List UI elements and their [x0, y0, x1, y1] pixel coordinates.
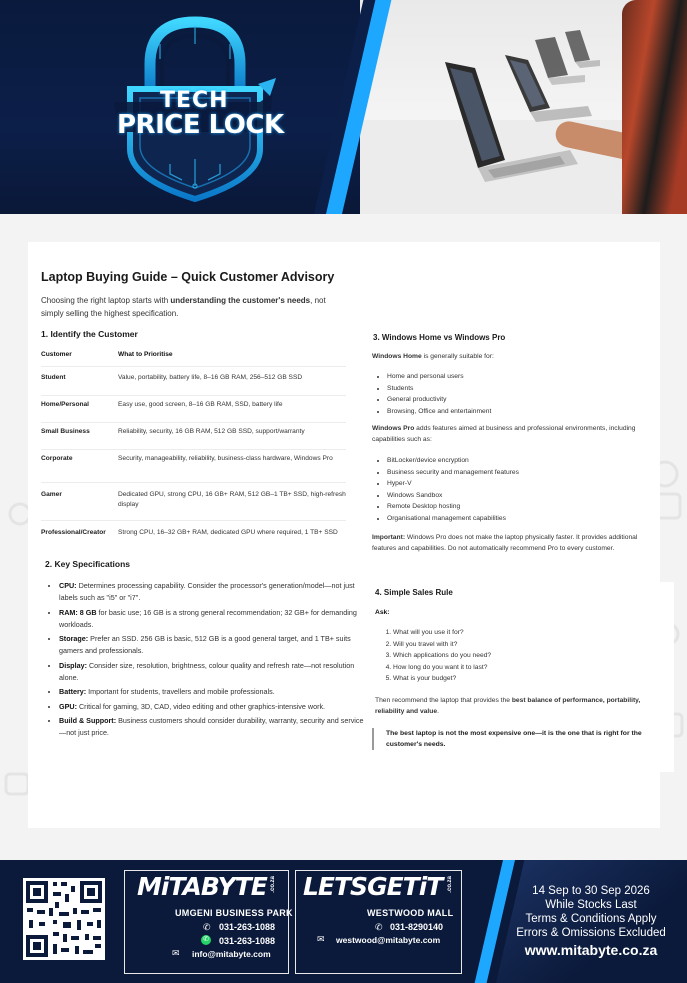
important-label: Important:	[372, 534, 406, 541]
table-row	[41, 483, 346, 521]
windows-heading: 3. Windows Home vs Windows Pro	[373, 333, 506, 342]
promo-errors: Errors & Omissions Excluded	[516, 927, 666, 939]
windows-home-intro	[372, 352, 652, 363]
table-header-row	[41, 350, 346, 367]
list-item: 1. What will you use it for?	[393, 627, 673, 639]
mail-icon: ✉	[317, 934, 325, 944]
list-item	[59, 686, 369, 698]
store1-name: UMGENI BUSINESS PARK	[175, 908, 293, 918]
spec-label: Storage:	[59, 634, 89, 644]
list-item: • Students	[387, 383, 667, 395]
specs-heading: 2. Key Specifications	[45, 559, 131, 569]
logo-text-tech: TECH	[160, 88, 229, 113]
promo-dates: 14 Sep to 30 Sep 2026	[532, 885, 650, 897]
list-item: 5. What is your budget?	[393, 673, 673, 685]
list-item: • BitLocker/device encryption	[387, 455, 667, 467]
spec-text: Critical for gaming, 3D, CAD, video editing and other graphics-intensive work.	[76, 701, 326, 711]
list-item: • General productivity	[387, 394, 667, 406]
table-row	[41, 423, 346, 450]
website-link[interactable]: www.mitabyte.co.za	[524, 942, 658, 958]
windows-pro-intro	[372, 424, 652, 445]
spec-label: GPU:	[59, 701, 77, 711]
list-item	[59, 607, 369, 632]
customer-figure	[622, 0, 687, 214]
list-item: • Windows Sandbox	[387, 490, 667, 502]
cell-customer: Student	[41, 367, 118, 396]
questions-list	[377, 627, 673, 685]
best-laptop-quote: The best laptop is not the most expensive one—it is the one that is right for the customer's needs.	[372, 728, 674, 750]
intro-bold: understanding the customer's needs	[170, 296, 311, 305]
store2-email[interactable]: westwood@mitabyte.com	[336, 935, 441, 945]
windows-important-note	[372, 533, 652, 554]
cell-customer: Small Business	[41, 423, 118, 450]
qr-code-icon[interactable]	[23, 878, 105, 960]
cell-priority: Easy use, good screen, 8–16 GB RAM, SSD, battery life	[118, 396, 346, 423]
list-item: • Home and personal users	[387, 371, 667, 383]
list-item: 4. How long do you want it to last?	[393, 662, 673, 674]
cell-priority: Value, portability, battery life, 8–16 GB RAM, 256–512 GB SSD	[118, 367, 346, 396]
spec-text: Consider size, resolution, brightness, colour quality and refresh rate—not resolution alone.	[59, 660, 355, 683]
letsgetit-domain: .co.za	[447, 876, 453, 893]
customer-table	[41, 350, 346, 558]
list-item: • Hyper-V	[387, 478, 667, 490]
cell-customer: Professional/Creator	[41, 529, 106, 536]
list-item: • Remote Desktop hosting	[387, 501, 667, 513]
list-item: 2. Will you travel with it?	[393, 639, 673, 651]
list-item: • Browsing, Office and entertainment	[387, 406, 667, 418]
promo-terms: Terms & Conditions Apply	[525, 913, 657, 925]
cell-priority: Dedicated GPU, strong CPU, 16 GB+ RAM, 512 GB–1 TB+ SSD, high-refresh display	[118, 483, 346, 521]
spec-text: for basic use; 16 GB is a strong general recommendation; 32 GB+ for demanding workloads.	[59, 607, 357, 629]
recommendation-text	[375, 696, 655, 717]
intro-text-end: , not simply selling the highest specification.	[41, 296, 326, 318]
cell-customer: Corporate	[41, 450, 118, 483]
identify-heading: 1. Identify the Customer	[41, 329, 138, 339]
cell-customer: Home/Personal	[41, 396, 118, 423]
sales-rule-heading: 4. Simple Sales Rule	[375, 588, 453, 597]
cell-priority: Security, manageability, reliability, business-class hardware, Windows Pro	[118, 450, 346, 483]
windows-home-text: is generally suitable for:	[421, 353, 494, 360]
windows-pro-list	[372, 455, 667, 525]
list-item	[59, 580, 369, 605]
store1-email[interactable]: info@mitabyte.com	[192, 949, 271, 959]
spec-text: Prefer an SSD. 256 GB is basic, 512 GB is a good general target, and 1 TB+ suits gamers and professionals.	[59, 634, 351, 656]
store1-phone[interactable]: 031-263-1088	[219, 922, 276, 932]
spec-label: CPU:	[59, 581, 77, 590]
spec-label: Build & Support:	[59, 715, 117, 725]
store2-name: WESTWOOD MALL	[367, 908, 454, 918]
cell-customer: Gamer	[41, 483, 118, 521]
table-row	[41, 450, 346, 483]
spec-text: Determines processing capability. Consider the processor's generation/model—not just labels such as "i5" or "i7".	[59, 581, 355, 603]
then-text: Then recommend the laptop that provides the	[375, 697, 512, 704]
cell-priority: Strong CPU, 16–32 GB+ RAM, dedicated GPU where required, 1 TB+ SSD	[118, 529, 338, 536]
mitabyte-logo: MiTABYTE	[137, 872, 267, 901]
windows-home-list	[372, 371, 667, 417]
list-item	[59, 660, 369, 685]
list-item: • Organisational management capabilities	[387, 513, 667, 525]
important-text: Windows Pro does not make the laptop physically faster. It provides additional features and capabilities. Do not automatically recommend Pro to every customer.	[372, 534, 638, 552]
table-row	[41, 396, 346, 423]
windows-pro-label: Windows Pro	[372, 425, 415, 432]
phone-icon: ✆	[375, 922, 383, 932]
spec-label: Battery:	[59, 687, 87, 697]
specs-list	[44, 580, 369, 742]
then-bold: best balance of performance, portability, reliability and value	[375, 697, 641, 715]
intro-text: Choosing the right laptop starts with	[41, 296, 171, 305]
spec-label: Display:	[59, 660, 87, 670]
then-end: .	[437, 707, 439, 715]
header-banner	[0, 0, 687, 214]
list-item	[59, 715, 369, 740]
ask-label: Ask:	[375, 609, 390, 616]
windows-home-label: Windows Home	[372, 353, 422, 360]
guide-intro	[41, 294, 341, 320]
store1-whatsapp[interactable]: 031-263-1088	[219, 936, 276, 946]
phone-icon: ✆	[203, 922, 211, 932]
mail-icon: ✉	[172, 948, 180, 958]
table-row	[41, 367, 346, 396]
table-row	[41, 521, 346, 559]
footer	[0, 860, 687, 983]
list-item: • Business security and management features	[387, 467, 667, 479]
logo-text-price-lock: PRICE LOCK	[117, 110, 284, 140]
windows-pro-text: adds features aimed at business and professional environments, including capabilities such as:	[372, 425, 636, 443]
cell-priority: Reliability, security, 16 GB RAM, 512 GB SSD, support/warranty	[118, 423, 346, 450]
spec-label: RAM: 8 GB	[59, 607, 97, 617]
letsgetit-logo: LETSGETiT	[303, 872, 443, 901]
list-item	[59, 701, 369, 713]
list-item: 3. Which applications do you need?	[393, 650, 673, 662]
spec-text: Important for students, travellers and mobile professionals.	[86, 687, 275, 697]
guide-title: Laptop Buying Guide – Quick Customer Advisory	[41, 270, 335, 284]
column-header-customer: Customer	[41, 350, 118, 367]
list-item	[59, 633, 369, 658]
column-header-priority: What to Prioritise	[118, 350, 346, 367]
store2-phone[interactable]: 031-8290140	[390, 922, 444, 932]
mitabyte-domain: .co.za	[270, 876, 276, 893]
spec-text: Business customers should consider durability, warranty, security and service—not just price.	[59, 715, 364, 738]
promo-stock: While Stocks Last	[545, 899, 637, 911]
whatsapp-icon: ✆	[201, 935, 211, 945]
